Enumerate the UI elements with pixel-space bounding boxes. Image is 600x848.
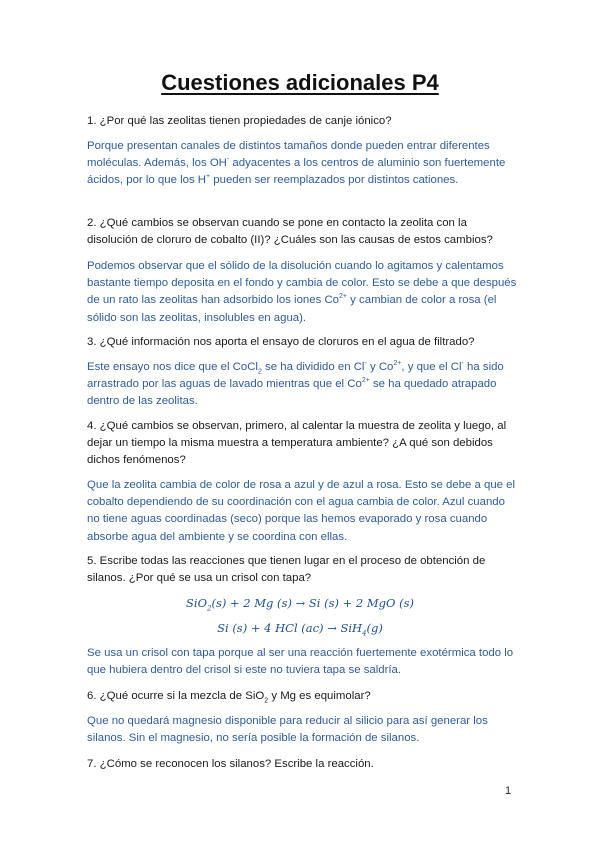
question-6: 6. ¿Qué ocurre si la mezcla de SiO$_2$ y Mg es equimolar? xyxy=(87,690,371,705)
equation-1: SiO$_2$(s) + 2 Mg (s) → Si (s) + 2 MgO (s) xyxy=(186,596,414,613)
question-1: 1. ¿Por qué las zeolitas tienen propiedades de canje iónico? xyxy=(87,115,392,127)
answer-2: Podemos observar que el sólido de la disolución cuando lo agitamos y calentamos bastante tiempo deposita en el fondo y cambia de color. Esto se debe a que después de un rato las zeolitas han adsorbido los iones $Co^{2+}$ y cambian de color a rosa (el sólido son las zeolitas, insolubles en agua). xyxy=(87,260,517,324)
page-title: Cuestiones adicionales P4 xyxy=(161,70,439,95)
question-2: 2. ¿Qué cambios se observan cuando se pone en contacto la zeolita con la disolución de cloruro de cobalto (II)? ¿Cuáles son las causas de estos cambios? xyxy=(87,217,493,247)
answer-6: Que no quedará magnesio disponible para reducir al silicio para así generar los silanos. Sin el magnesio, no sería posible la formación de silanos. xyxy=(87,715,488,745)
question-7: 7. ¿Cómo se reconocen los silanos? Escribe la reacción. xyxy=(87,758,374,770)
question-3: 3. ¿Qué información nos aporta el ensayo de cloruros en el agua de filtrado? xyxy=(87,336,475,348)
question-4: 4. ¿Qué cambios se observan, primero, al calentar la muestra de zeolita y luego, al dejar un tiempo la misma muestra a temperatura ambiente? ¿A qué son debidos dichos fenómenos? xyxy=(87,420,507,467)
equation-2: Si (s) + 4 HCl (ac) → SiH$_4$(g) xyxy=(217,621,383,638)
answer-1: Porque presentan canales de distintos tamaños donde pueden entrar diferentes moléculas. Además, los OH- adyacentes a los centros de aluminio son fuertemente ácidos, por lo que los H+ pueden ser reemplazados por distintos cationes. xyxy=(87,140,506,187)
answer-4: Que la zeolita cambia de color de rosa a azul y de azul a rosa. Esto se debe a que el cobalto dependiendo de su coordinación con el agua cambia de color. Azul cuando no tiene aguas coordinadas (seco) porque las hemos evaporado y rosa cuando absorbe agua del ambiente y se coordina con ellas. xyxy=(87,479,516,543)
answer-3: Este ensayo nos dice que el CoCl$_2$ se ha dividido en Cl- y $Co^{2+}$, y que el Cl- ha sido arrastrado por las aguas de lavado mientras que el $Co^{2+}$ se ha quedado atrapado dentro de las zeolitas. xyxy=(87,360,504,408)
answer-5: Se usa un crisol con tapa porque al ser una reacción fuertemente exotérmica todo lo que hubiera dentro del crisol si este no tuviera tapa se saldría. xyxy=(87,647,514,677)
question-5: 5. Escribe todas las reacciones que tienen lugar en el proceso de obtención de silanos. ¿Por qué se usa un crisol con tapa? xyxy=(87,555,486,585)
page-number: 1 xyxy=(505,785,512,797)
